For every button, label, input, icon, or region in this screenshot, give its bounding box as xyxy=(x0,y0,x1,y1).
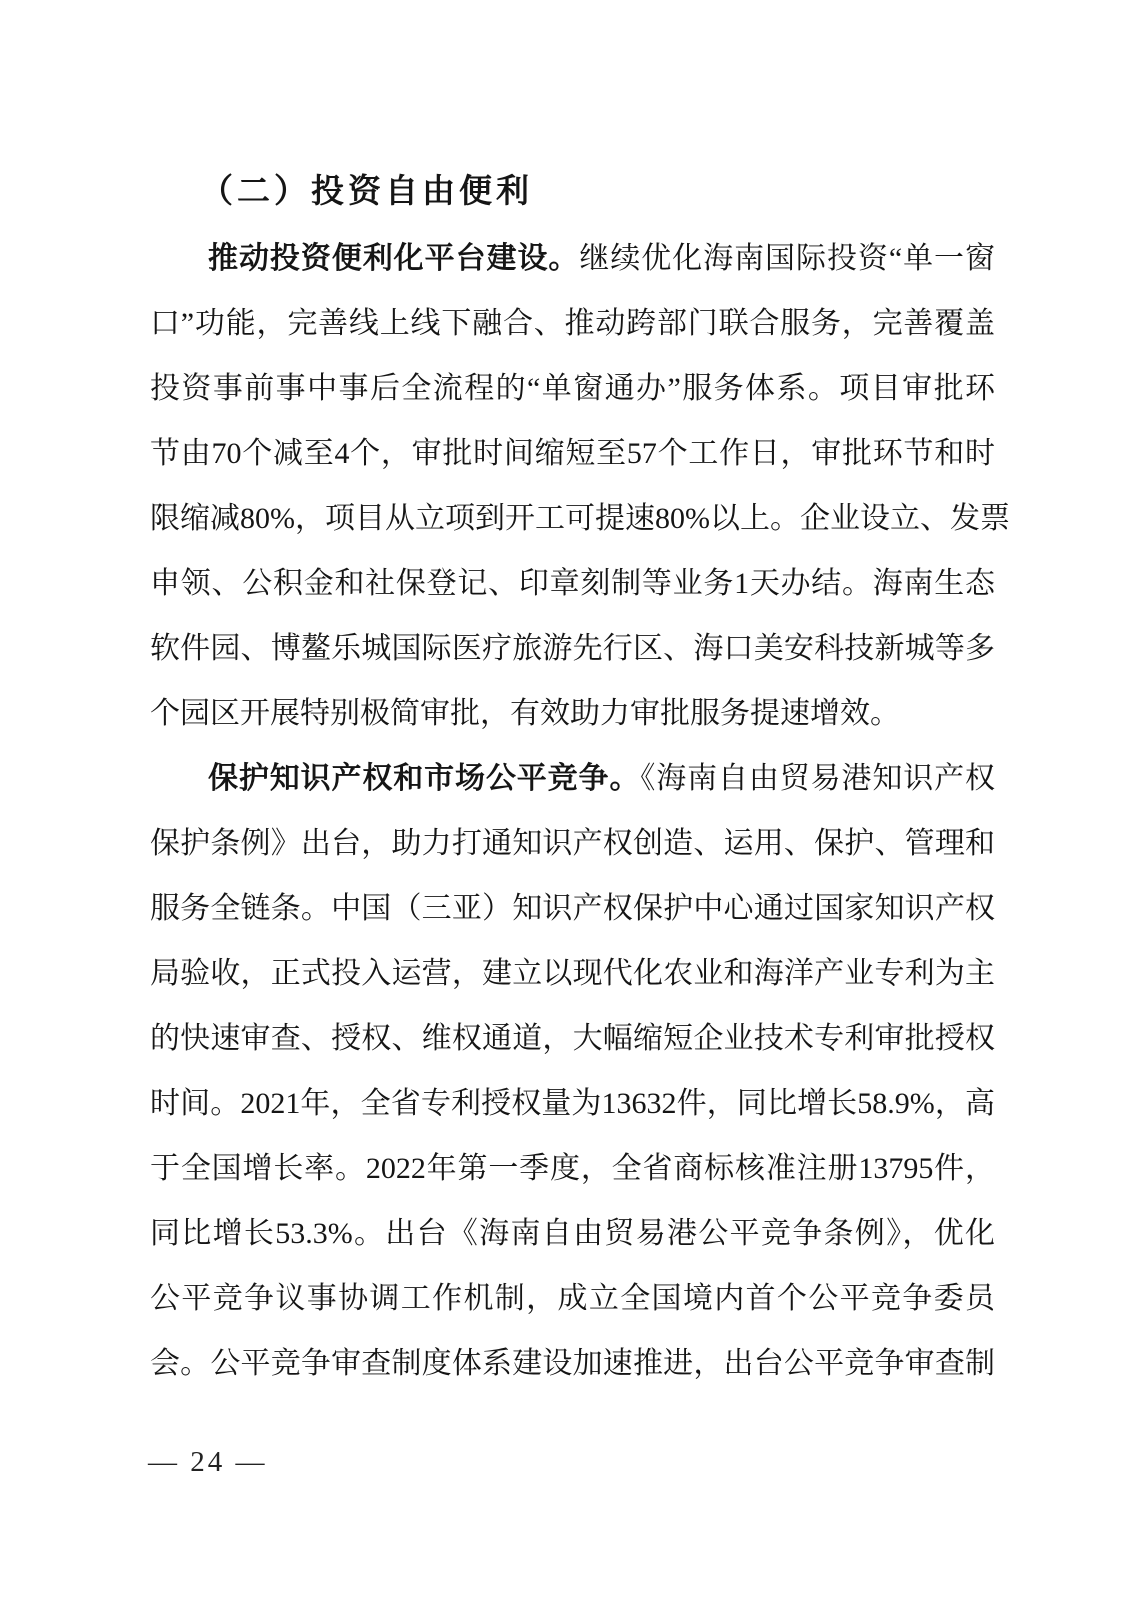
paragraph2-line: 时间。2021年，全省专利授权量为13632件，同比增长58.9%，高 xyxy=(150,1087,995,1120)
paragraph1-line xyxy=(150,226,995,291)
paragraph2-line: 保护条例》出台，助力打通知识产权创造、运用、保护、管理和 xyxy=(150,827,995,860)
paragraph1-line: 口”功能，完善线上线下融合、推动跨部门联合服务，完善覆盖 xyxy=(150,307,995,340)
paragraph2-line: 会。公平竞争审查制度体系建设加速推进，出台公平竞争审查制 xyxy=(150,1347,995,1380)
section-heading: （二）投资自由便利 xyxy=(200,174,533,210)
paragraph1-line1-rest: 继续优化海南国际投资“单一窗 xyxy=(579,242,995,275)
paragraph1-line: 申领、公积金和社保登记、印章刻制等业务1天办结。海南生态 xyxy=(150,567,995,600)
paragraph1-line: 节由70个减至4个，审批时间缩短至57个工作日，审批环节和时 xyxy=(150,437,995,470)
page-number: — 24 — xyxy=(148,1446,268,1478)
paragraph1-line: 限缩减80%，项目从立项到开工可提速80%以上。企业设立、发票 xyxy=(150,502,1010,535)
paragraph2-line: 于全国增长率。2022年第一季度，全省商标核准注册13795件， xyxy=(150,1152,995,1185)
paragraph2-line: 服务全链条。中国（三亚）知识产权保护中心通过国家知识产权 xyxy=(150,892,995,925)
document-body xyxy=(150,158,1010,1396)
paragraph2-line: 局验收，正式投入运营，建立以现代化农业和海洋产业专利为主 xyxy=(150,957,995,990)
paragraph1-line: 软件园、博鳌乐城国际医疗旅游先行区、海口美安科技新城等多 xyxy=(150,632,995,665)
paragraph2-line1-rest: 《海南自由贸易港知识产权 xyxy=(640,762,996,795)
paragraph1-line: 投资事前事中事后全流程的“单窗通办”服务体系。项目审批环 xyxy=(150,372,995,405)
paragraph2-line: 的快速审查、授权、维权通道，大幅缩短企业技术专利审批授权 xyxy=(150,1022,995,1055)
paragraph2-line: 公平竞争议事协调工作机制，成立全国境内首个公平竞争委员 xyxy=(150,1282,995,1315)
paragraph2-line xyxy=(150,746,995,811)
paragraph1-lead: 推动投资便利化平台建设。 xyxy=(208,242,580,275)
paragraph1-lastline: 个园区开展特别极简审批，有效助力审批服务提速增效。 xyxy=(150,697,900,730)
paragraph2-lead: 保护知识产权和市场公平竞争。 xyxy=(208,762,641,795)
paragraph2-line: 同比增长53.3%。出台《海南自由贸易港公平竞争条例》，优化 xyxy=(150,1217,995,1250)
